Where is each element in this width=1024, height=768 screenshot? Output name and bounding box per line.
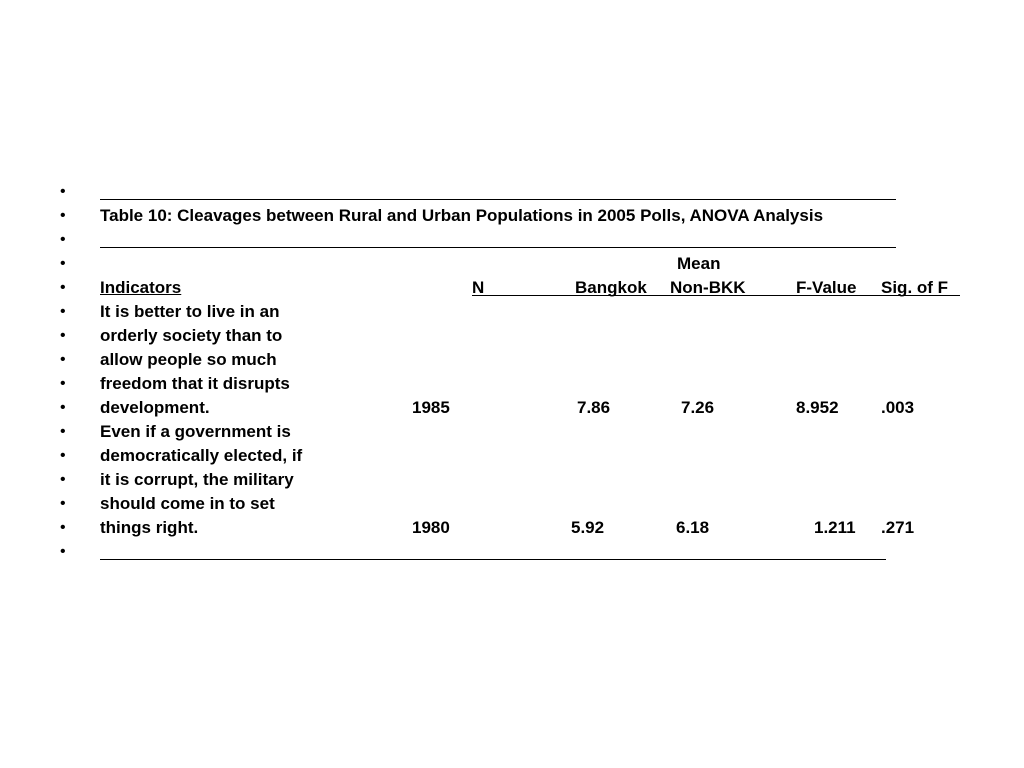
horizontal-rule <box>100 199 896 200</box>
bullet: • <box>60 207 66 224</box>
table-row-line <box>0 420 1024 444</box>
bullet: • <box>60 399 66 416</box>
header-columns-line <box>0 276 1024 300</box>
value-nonbkk: 6.18 <box>676 518 710 537</box>
indicator-text: freedom that it disrupts <box>100 374 290 393</box>
bullet: • <box>60 303 66 320</box>
table-row-line <box>0 468 1024 492</box>
header-bangkok: Bangkok <box>575 278 647 297</box>
bullet: • <box>60 255 66 272</box>
bullet: • <box>60 183 66 200</box>
bullet: • <box>60 519 66 536</box>
value-n: 1980 <box>412 518 450 537</box>
horizontal-rule <box>100 559 886 560</box>
indicator-text: should come in to set <box>100 494 275 513</box>
table-row-line <box>0 372 1024 396</box>
indicator-text: orderly society than to <box>100 326 283 345</box>
table-row-line <box>0 300 1024 324</box>
bullet: • <box>60 471 66 488</box>
table-row-line <box>0 324 1024 348</box>
table-row-line <box>0 348 1024 372</box>
indicator-text: allow people so much <box>100 350 277 369</box>
indicator-text: democratically elected, if <box>100 446 303 465</box>
rule-line-title <box>0 228 1024 252</box>
header-sig: Sig. of F <box>881 278 949 297</box>
title-line <box>0 204 1024 228</box>
bullet: • <box>60 423 66 440</box>
indicator-text: It is better to live in an <box>100 302 280 321</box>
bullet: • <box>60 495 66 512</box>
header-n: N <box>472 278 485 297</box>
value-bangkok: 7.86 <box>577 398 611 417</box>
table-row-line <box>0 492 1024 516</box>
bullet: • <box>60 543 66 560</box>
rule-line-bottom <box>0 540 1024 564</box>
bullet: • <box>60 447 66 464</box>
header-fvalue: F-Value <box>796 278 857 297</box>
header-mean: Mean <box>677 254 721 273</box>
table-row-values-line <box>0 516 1024 540</box>
indicator-text: things right. <box>100 518 199 537</box>
value-sig: .271 <box>881 518 915 537</box>
table-title: Table 10: Cleavages between Rural and Urban Populations in 2005 Polls, ANOVA Analysis <box>100 206 824 225</box>
bullet: • <box>60 231 66 248</box>
value-nonbkk: 7.26 <box>681 398 715 417</box>
header-indicators: Indicators <box>100 278 182 297</box>
bullet: • <box>60 375 66 392</box>
bullet: • <box>60 279 66 296</box>
value-fvalue: 8.952 <box>796 398 839 417</box>
indicator-text: Even if a government is <box>100 422 291 441</box>
value-sig: .003 <box>881 398 915 417</box>
indicator-text: development. <box>100 398 210 417</box>
header-group-line <box>0 252 1024 276</box>
header-nonbkk: Non-BKK <box>670 278 746 297</box>
bullet: • <box>60 351 66 368</box>
bullet: • <box>60 327 66 344</box>
indicator-text: it is corrupt, the military <box>100 470 294 489</box>
horizontal-rule <box>100 247 896 248</box>
table-row-values-line <box>0 396 1024 420</box>
value-n: 1985 <box>412 398 450 417</box>
value-fvalue: 1.211 <box>814 518 856 537</box>
value-bangkok: 5.92 <box>571 518 605 537</box>
rule-line-top <box>0 180 1024 204</box>
table-row-line <box>0 444 1024 468</box>
